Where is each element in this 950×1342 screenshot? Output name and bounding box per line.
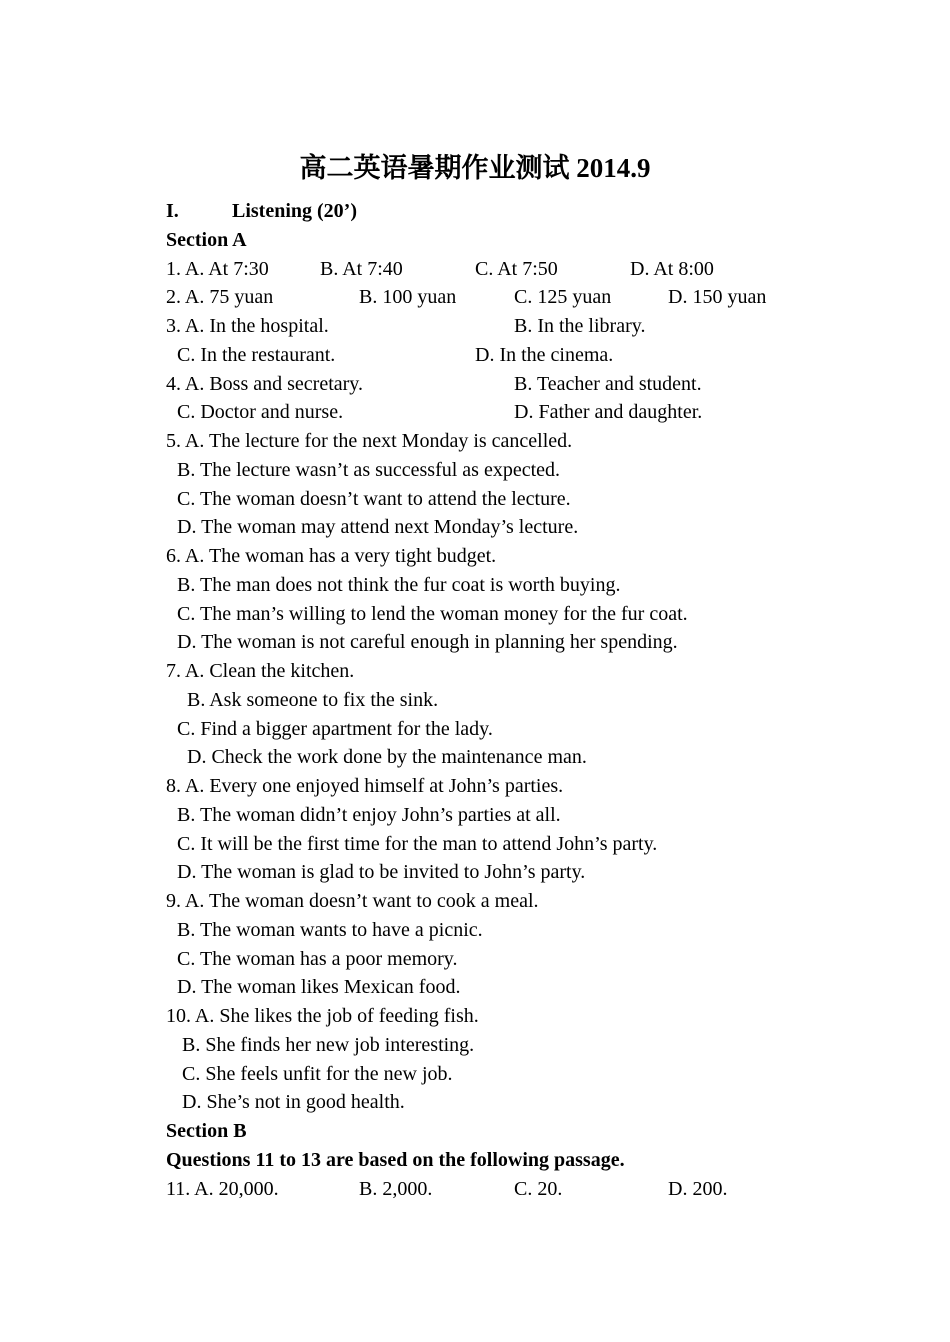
option-c: C. 20. — [514, 1177, 563, 1200]
option-c: C. 125 yuan — [514, 286, 612, 309]
question-5-option-a: 5. A. The lecture for the next Monday is cancelled. — [166, 430, 573, 452]
option-a: 1. A. At 7:30 — [166, 257, 269, 280]
option-d: D. 150 yuan — [668, 286, 767, 309]
question-5-option-d: D. The woman may attend next Monday’s lecture. — [177, 516, 579, 539]
option-c: C. Doctor and nurse. — [177, 401, 344, 424]
question-6-option-b: B. The man does not think the fur coat is worth buying. — [177, 573, 621, 596]
option-a: 11. A. 20,000. — [166, 1177, 279, 1200]
question-3 — [166, 312, 846, 341]
option-b: B. 100 yuan — [359, 286, 457, 309]
part-label: Listening (20’) — [232, 200, 357, 222]
option-c: C. In the restaurant. — [177, 343, 336, 366]
question-4 — [166, 370, 846, 399]
question-9-option-c: C. The woman has a poor memory. — [177, 947, 458, 970]
question-7-option-a: 7. A. Clean the kitchen. — [166, 660, 355, 682]
question-5-option-c: C. The woman doesn’t want to attend the lecture. — [177, 487, 571, 510]
question-4-cont — [166, 398, 846, 427]
option-b: B. Teacher and student. — [514, 372, 702, 395]
option-a: 2. A. 75 yuan — [166, 286, 274, 309]
section-b-heading: Section B — [166, 1120, 247, 1142]
question-8-option-c: C. It will be the first time for the man to attend John’s party. — [177, 832, 658, 855]
question-7-option-d: D. Check the work done by the maintenance man. — [187, 746, 587, 769]
question-11 — [166, 1175, 846, 1204]
question-10-option-c: C. She feels unfit for the new job. — [182, 1062, 453, 1085]
option-a: 4. A. Boss and secretary. — [166, 372, 363, 395]
option-b: B. In the library. — [514, 315, 646, 337]
question-9-option-a: 9. A. The woman doesn’t want to cook a meal. — [166, 890, 539, 912]
option-b: B. 2,000. — [359, 1177, 433, 1200]
option-d: D. 200. — [668, 1177, 728, 1200]
passage-instruction: Questions 11 to 13 are based on the following passage. — [166, 1148, 625, 1171]
part-number: I. — [166, 200, 179, 222]
option-b: B. At 7:40 — [320, 257, 403, 280]
question-6-option-a: 6. A. The woman has a very tight budget. — [166, 545, 497, 567]
question-7-option-c: C. Find a bigger apartment for the lady. — [177, 717, 493, 740]
question-2 — [166, 283, 846, 312]
question-8-option-a: 8. A. Every one enjoyed himself at John’s parties. — [166, 775, 564, 797]
option-d: D. At 8:00 — [630, 257, 714, 280]
question-5-option-b: B. The lecture wasn’t as successful as expected. — [177, 458, 561, 481]
option-d: D. In the cinema. — [475, 343, 614, 366]
question-1 — [166, 255, 846, 284]
document-body — [166, 197, 846, 1203]
section-a-heading: Section A — [166, 228, 247, 251]
option-c: C. At 7:50 — [475, 257, 558, 280]
question-9-option-d: D. The woman likes Mexican food. — [177, 976, 461, 999]
part-heading — [166, 197, 846, 226]
question-8-option-d: D. The woman is glad to be invited to John’s party. — [177, 861, 586, 884]
question-3-cont — [166, 341, 846, 370]
question-8-option-b: B. The woman didn’t enjoy John’s parties at all. — [177, 803, 561, 826]
question-10-option-a: 10. A. She likes the job of feeding fish. — [166, 1005, 479, 1027]
question-6-option-d: D. The woman is not careful enough in planning her spending. — [177, 631, 678, 654]
question-9-option-b: B. The woman wants to have a picnic. — [177, 918, 483, 941]
option-a: 3. A. In the hospital. — [166, 315, 329, 337]
question-6-option-c: C. The man’s willing to lend the woman money for the fur coat. — [177, 602, 688, 625]
question-7-option-b: B. Ask someone to fix the sink. — [187, 688, 439, 711]
question-10-option-d: D. She’s not in good health. — [182, 1091, 405, 1114]
option-d: D. Father and daughter. — [514, 401, 703, 424]
question-10-option-b: B. She finds her new job interesting. — [182, 1033, 475, 1056]
page-title: 高二英语暑期作业测试 2014.9 — [299, 153, 651, 183]
